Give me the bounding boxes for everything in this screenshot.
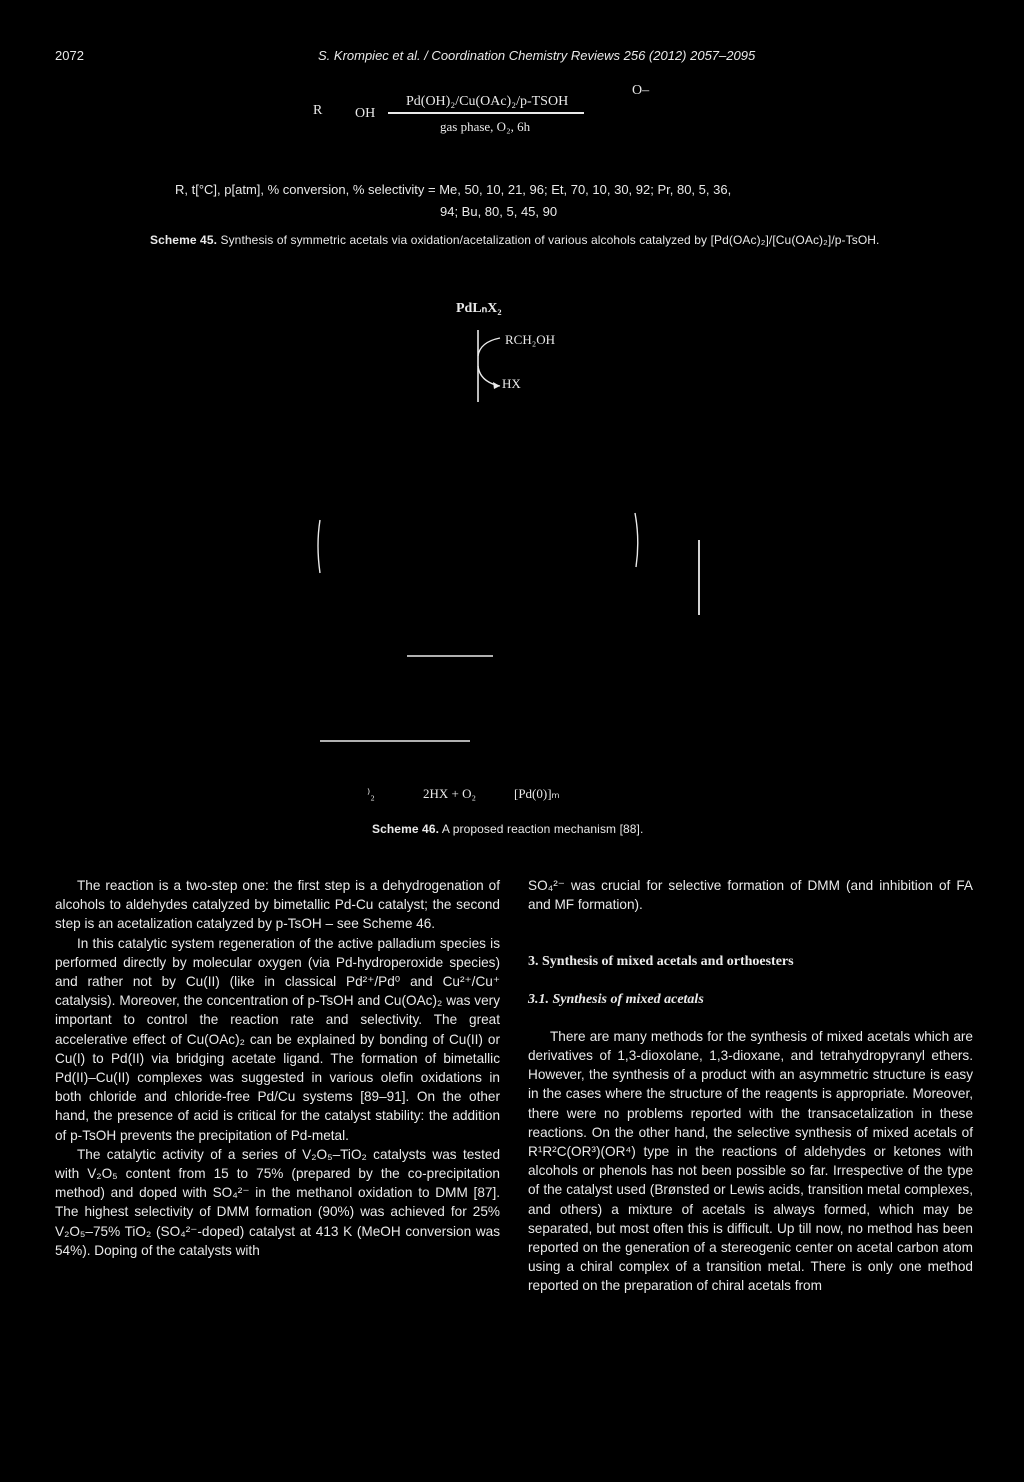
left-column	[55, 876, 500, 1260]
scheme46-caption-label: Scheme 46.	[372, 822, 440, 836]
scheme45-reaction-arrow	[388, 112, 584, 114]
scheme45-caption-label: Scheme 45.	[150, 233, 218, 247]
scheme45-reactant-r: R	[313, 103, 323, 118]
scheme46-bottom-right: [Pd(0)]ₘ	[514, 786, 560, 801]
running-header: S. Krompiec et al. / Coordination Chemistry Reviews 256 (2012) 2057–2095	[318, 48, 756, 63]
scheme46-caption	[372, 822, 643, 836]
scheme46-cycle-arc	[470, 326, 510, 406]
scheme46-bottom-left: ⁾₂	[367, 786, 375, 801]
scheme45-reagents-top: Pd(OH)₂/Cu(OAc)₂/p-TSOH	[406, 94, 569, 109]
left-paragraph-3: The catalytic activity of a series of V₂O₅–TiO₂ catalysts was tested with V₂O₅ content from 15 to 75% (prepared by the co-precipitation method) and doped with SO₄²⁻ in the methanol oxidation to DMM [87]. The highest selectivity of DMM formation (90%) was achieved for 25% V₂O₅–75% TiO₂ (SO₄²⁻-doped) catalyst at 413 K (MeOH conversion was 54%). Doping of the catalysts with	[55, 1146, 500, 1258]
scheme45-product-fragment: O–	[632, 83, 650, 98]
subsection-heading: 3.1. Synthesis of mixed acetals	[528, 991, 704, 1007]
scheme46-in-species: RCH₂OH	[505, 332, 556, 347]
left-paragraph-1: The reaction is a two-step one: the first step is a dehydrogenation of alcohols to aldehydes catalyzed by bimetallic Pd-Cu catalyst; the second step is an acetalization catalyzed by p-TsOH – see Scheme 46.	[55, 878, 500, 932]
scheme46-caption-text: A proposed reaction mechanism [88].	[439, 822, 644, 836]
page-number: 2072	[55, 48, 84, 63]
scheme46-catalyst: PdLₙX₂	[456, 301, 502, 316]
scheme45-reagents-bottom: gas phase, O₂, 6h	[440, 119, 531, 134]
scheme45-conditions-line1: R, t[°C], p[atm], % conversion, % selectivity = Me, 50, 10, 21, 96; Et, 70, 10, 30, 92; Pr, 80, 5, 36,	[175, 182, 732, 197]
right-column	[528, 876, 973, 1296]
scheme46-out-species: HX	[502, 376, 521, 391]
right-paragraph-2: There are many methods for the synthesis of mixed acetals which are derivatives of 1,3-dioxolane, 1,3-dioxane, and tetrahydropyranyl ethers. However, the synthesis of a product with an asymmetric structure is easy in the cases where the structure of the reagents is appropriate. Moreover, there were no problems reported with the transacetalization in these reactions. On the other hand, the selective synthesis of mixed acetals of R¹R²C(OR³)(OR⁴) type in the reactions of aldehydes or ketones with alcohols or phenols has not been possible so far. Irrespective of the type of the catalyst used (Brønsted or Lewis acids, transition metal complexes, and others) a mixture of acetals is always formed, which may be separated, but most often this is difficult. Up till now, no method has been reported on the generation of a stereogenic center on acetal carbon atom using a chiral complex of a transition metal. There is only one method reported on the preparation of chiral acetals from	[528, 1028, 973, 1294]
scheme45-caption	[150, 233, 930, 247]
scheme46-structure-strokes	[300, 505, 720, 745]
scheme46-bottom-mid: 2HX + O₂	[423, 786, 477, 801]
scheme45-reactant-oh: OH	[355, 106, 376, 121]
right-paragraph-1: SO₄²⁻ was crucial for selective formation of DMM (and inhibition of FA and MF formation).	[528, 878, 973, 913]
scheme45-caption-text: Synthesis of symmetric acetals via oxidation/acetalization of various alcohols catalyzed by [Pd(OAc)₂]/[Cu(OAc)₂]/p-TsOH.	[217, 233, 880, 247]
section-heading: 3. Synthesis of mixed acetals and orthoesters	[528, 954, 794, 970]
scheme45-conditions-line2: 94; Bu, 80, 5, 45, 90	[440, 204, 558, 219]
left-paragraph-2: In this catalytic system regeneration of the active palladium species is performed directly by molecular oxygen (via Pd-hydroperoxide species) and rather not by Cu(II) (like in classical Pd²⁺/Pd⁰ and Cu²⁺/Cu⁺ catalysis). Moreover, the concentration of p-TsOH and Cu(OAc)₂ was very important to control the reaction rate and selectivity. The great accelerative effect of Cu(OAc)₂ can be explained by bonding of Cu(II) or Cu(I) to Pd(II) via bridging acetate ligand. The formation of bimetallic Pd(II)–Cu(II) complexes was suggested in various olefin oxidations in both chloride and chloride-free Pd/Cu systems [89–91]. On the other hand, the presence of acid is critical for the catalyst stability: the addition of p-TsOH prevents the precipitation of Pd-metal.	[55, 935, 500, 1143]
